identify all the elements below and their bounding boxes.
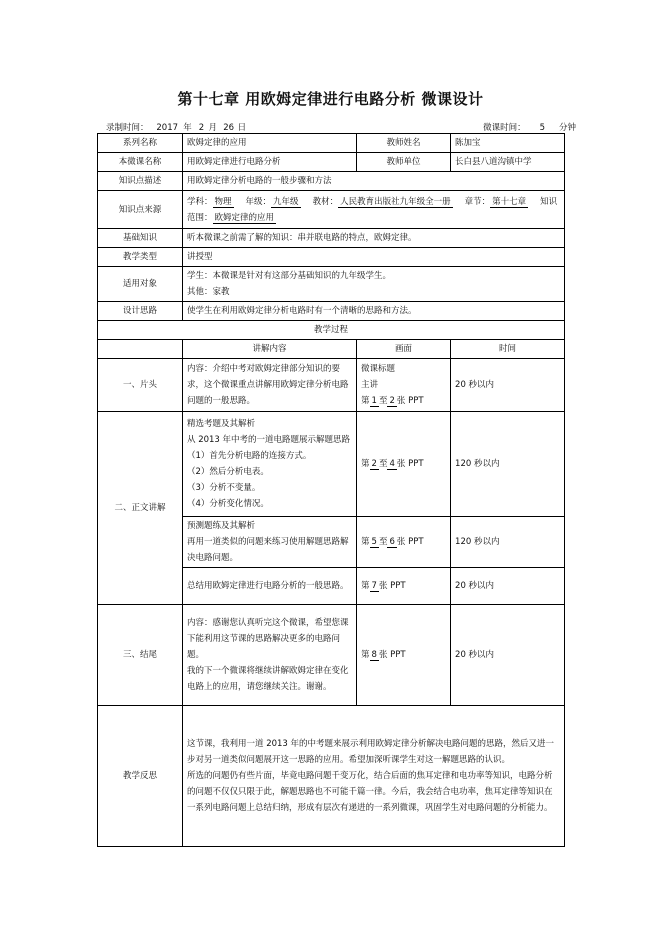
col-content-header: 讲解内容 bbox=[183, 340, 357, 359]
desc-value: 用欧姆定律分析电路的一般步骤和方法 bbox=[183, 172, 565, 191]
main-part2-text: 再用一道类似的问题来练习使用解题思路解决电路问题。 bbox=[187, 537, 349, 563]
slide-end: 6 bbox=[389, 537, 395, 547]
record-day-unit: 日 bbox=[237, 123, 247, 133]
slide-start: 2 bbox=[371, 459, 377, 469]
intro-content: 内容：介绍中考对欧姆定律部分知识的要求，这个微课重点讲解用欧姆定律分析电路问题的一般思路。 bbox=[183, 359, 357, 412]
textbook-value: 人民教育出版社九年级全一册 bbox=[340, 196, 451, 207]
main-part1-time: 120 秒以内 bbox=[451, 412, 565, 517]
record-year: 2017 bbox=[151, 123, 183, 134]
desc-label: 知识点描述 bbox=[98, 172, 183, 191]
slide-prefix: 第 bbox=[361, 650, 370, 660]
intro-screen-title: 微课标题 bbox=[361, 364, 396, 374]
reflection-label: 教学反思 bbox=[98, 706, 183, 847]
slide-suffix: 张 PPT bbox=[396, 537, 424, 547]
chapter-label: 章节： bbox=[464, 196, 491, 207]
grade-value: 九年级 bbox=[273, 196, 299, 207]
end-thanks: 内容：感谢您认真听完这个微课，希望您课下能利用这节课的思路解决更多的电路问题。 bbox=[187, 618, 349, 660]
main-part1-step4: （4）分析变化情况。 bbox=[187, 499, 269, 509]
slide-start: 1 bbox=[371, 396, 377, 406]
slide-to: 至 bbox=[378, 459, 388, 469]
main-part1-step2: （2）然后分析电表。 bbox=[187, 467, 269, 477]
slide-suffix: 张 PPT bbox=[396, 459, 424, 469]
unit-value: 长白县八道沟镇中学 bbox=[451, 153, 565, 172]
scope-label: 知识范围： bbox=[187, 196, 558, 223]
basis-value: 听本微课之前需了解的知识：串并联电路的特点，欧姆定律。 bbox=[183, 229, 565, 248]
main-part3-screen bbox=[357, 568, 451, 605]
slide-prefix: 第 bbox=[361, 537, 370, 547]
main-part1-content bbox=[183, 412, 357, 517]
main-part3-content: 总结用欧姆定律进行电路分析的一般思路。 bbox=[183, 568, 357, 605]
target-label: 适用对象 bbox=[98, 267, 183, 302]
main-part3-time: 20 秒以内 bbox=[451, 568, 565, 605]
duration-label: 微课时间： bbox=[483, 123, 526, 133]
intro-label: 一、片头 bbox=[98, 359, 183, 412]
process-header: 教学过程 bbox=[98, 321, 565, 340]
slide-prefix: 第 bbox=[361, 459, 370, 469]
basis-label: 基础知识 bbox=[98, 229, 183, 248]
type-value: 讲授型 bbox=[183, 248, 565, 267]
type-label: 教学类型 bbox=[98, 248, 183, 267]
main-part2-screen bbox=[357, 517, 451, 568]
course-label: 本微课名称 bbox=[98, 153, 183, 172]
record-time-label: 录制时间： bbox=[106, 123, 149, 133]
course-value: 用欧姆定律进行电路分析 bbox=[183, 153, 357, 172]
slide-prefix: 第 bbox=[361, 581, 370, 591]
duration-value: 5 bbox=[528, 123, 556, 134]
intro-screen-slides bbox=[361, 393, 446, 409]
series-label: 系列名称 bbox=[98, 134, 183, 153]
grade-label: 年级： bbox=[245, 196, 272, 207]
design-value: 使学生在利用欧姆定律分析电路时有一个清晰的思路和方法。 bbox=[183, 302, 565, 321]
subject-value: 物理 bbox=[214, 196, 232, 207]
slide-suffix: 张 PPT bbox=[378, 650, 406, 660]
slide-suffix: 张 PPT bbox=[396, 396, 424, 406]
slide-start: 5 bbox=[371, 537, 377, 547]
reflection-content bbox=[183, 706, 565, 847]
main-part1-step1: 从 2013 年中考的一道电路题展示解题思路（1）首先分析电路的连接方式。 bbox=[187, 435, 351, 461]
main-part2-time: 120 秒以内 bbox=[451, 517, 565, 568]
end-next: 我的下一个微课将继续讲解欧姆定律在变化电路上的应用，请您继续关注。谢谢。 bbox=[187, 666, 349, 692]
end-screen bbox=[357, 605, 451, 706]
slide-to: 至 bbox=[378, 396, 388, 406]
slide-prefix: 第 bbox=[361, 396, 370, 406]
intro-screen bbox=[357, 359, 451, 412]
main-label: 二、正文讲解 bbox=[98, 412, 183, 605]
record-month: 2 bbox=[194, 123, 208, 134]
record-month-unit: 月 bbox=[208, 123, 217, 133]
process-header-empty bbox=[98, 340, 183, 359]
scope-value: 欧姆定律的应用 bbox=[214, 212, 275, 223]
teacher-label: 教师姓名 bbox=[357, 134, 451, 153]
end-content bbox=[183, 605, 357, 706]
subject-label: 学科： bbox=[187, 196, 213, 207]
source-value bbox=[183, 191, 565, 229]
page-title: 第十七章 用欧姆定律进行电路分析 微课设计 bbox=[177, 90, 484, 108]
end-time: 20 秒以内 bbox=[451, 605, 565, 706]
series-value: 欧姆定律的应用 bbox=[183, 134, 357, 153]
chapter-value: 第十七章 bbox=[492, 196, 527, 207]
design-label: 设计思路 bbox=[98, 302, 183, 321]
target-line-other: 其他：家教 bbox=[187, 287, 230, 297]
reflection-para1: 这节课，我利用一道 2013 年的中考题来展示利用欧姆定律分析解决电路问题的思路，然后又进一步对另一道类似问题展开这一思路的应用。希望加深听课学生对这一解题思路的认识。 bbox=[187, 739, 555, 765]
main-part1-step3: （3）分析不变量。 bbox=[187, 483, 261, 493]
slide-suffix: 张 PPT bbox=[378, 581, 406, 591]
main-part2-heading: 预测题练及其解析 bbox=[187, 521, 256, 531]
main-part1-screen bbox=[357, 412, 451, 517]
slide-number: 8 bbox=[371, 650, 377, 660]
unit-label: 教师单位 bbox=[357, 153, 451, 172]
reflection-para2: 所选的问题仍有些片面，毕竟电路问题千变万化，结合后面的焦耳定律和电功率等知识，电路分析的问题不仅仅只限于此，解题思路也不可能千篇一律。今后，我会结合电功率，焦耳定律等知识在一系列电路问题上总结归纳，形成有层次有递进的一系列微课，巩固学生对电路问题的分析能力。 bbox=[187, 771, 553, 813]
record-year-unit: 年 bbox=[183, 123, 192, 133]
target-value bbox=[183, 267, 565, 302]
textbook-label: 教材： bbox=[312, 196, 339, 207]
slide-number: 7 bbox=[371, 581, 377, 591]
source-label: 知识点来源 bbox=[98, 191, 183, 229]
target-line-students: 学生：本微课是针对有这部分基础知识的九年级学生。 bbox=[187, 271, 392, 281]
main-part2-content bbox=[183, 517, 357, 568]
main-part1-heading: 精选考题及其解析 bbox=[187, 419, 256, 429]
record-day: 26 bbox=[220, 123, 238, 134]
slide-end: 2 bbox=[389, 396, 395, 406]
teacher-value: 陈加宝 bbox=[451, 134, 565, 153]
end-label: 三、结尾 bbox=[98, 605, 183, 706]
design-table bbox=[97, 133, 565, 847]
col-screen-header: 画面 bbox=[357, 340, 451, 359]
slide-end: 4 bbox=[389, 459, 395, 469]
slide-to: 至 bbox=[378, 537, 388, 547]
duration-unit: 分钟 bbox=[558, 123, 576, 133]
col-time-header: 时间 bbox=[451, 340, 565, 359]
intro-time: 20 秒以内 bbox=[451, 359, 565, 412]
intro-screen-speaker: 主讲 bbox=[361, 380, 379, 390]
